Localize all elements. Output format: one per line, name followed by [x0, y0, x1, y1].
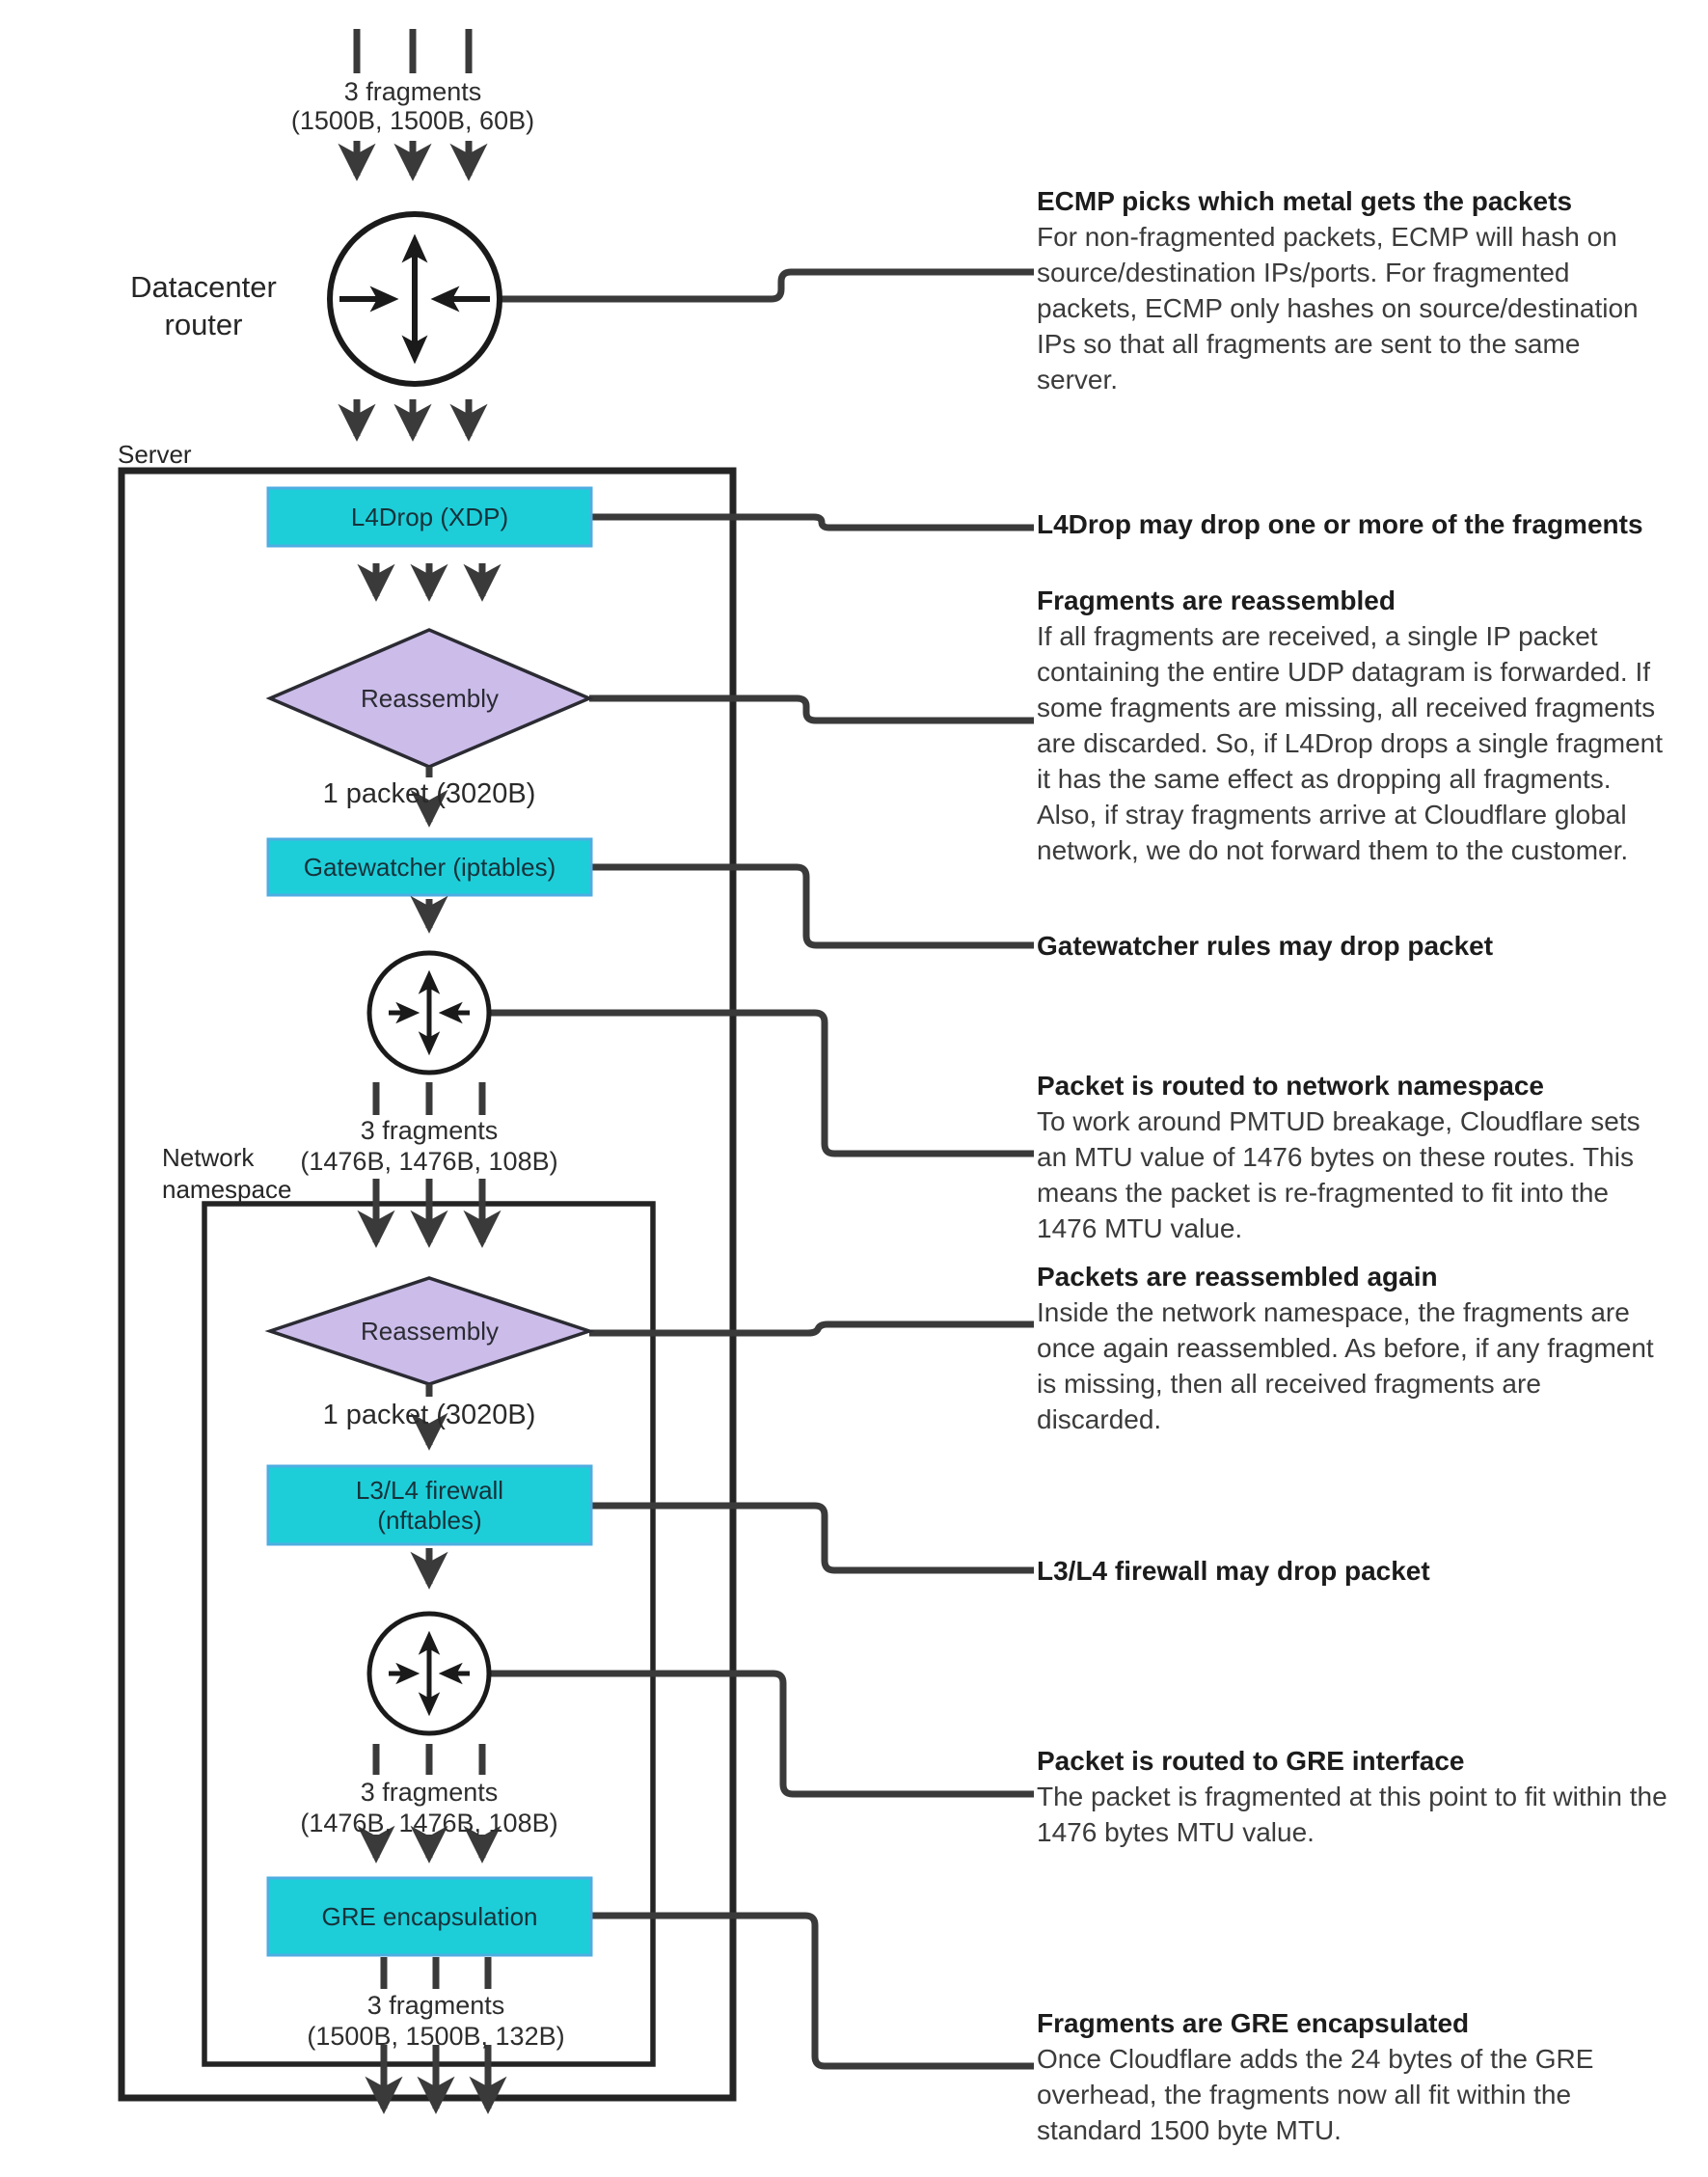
packet-1-label: 1 packet (3020B) [322, 778, 536, 809]
annotation-title: ECMP picks which metal gets the packets [1037, 186, 1573, 216]
connector-reassembly-2 [589, 1324, 1034, 1333]
annotation-l3l4 [1037, 1553, 1668, 1589]
connector-l4drop [591, 517, 1034, 528]
l3l4-firewall-label-line1: L3/L4 firewall [355, 1475, 504, 1505]
server-router-icon [369, 953, 489, 1073]
annotation-title: L4Drop may drop one or more of the fragments [1037, 509, 1643, 539]
server-fragments-label: 3 fragments [360, 1116, 499, 1145]
connector-ecmp [500, 272, 1034, 299]
l3l4-firewall-label-line2: (nftables) [377, 1505, 482, 1535]
reassembly-2-label: Reassembly [360, 1316, 500, 1346]
annotation-reassembled [1037, 583, 1668, 868]
connector-gre [591, 1916, 1034, 2066]
annotation-reassembled-again [1037, 1259, 1668, 1437]
top-fragments-label: 3 fragments [343, 77, 482, 106]
annotation-routed-netns [1037, 1068, 1668, 1246]
server-label: Server [118, 440, 192, 469]
annotation-title: Packet is routed to network namespace [1037, 1071, 1544, 1101]
connector-gatewatcher [591, 867, 1034, 945]
top-fragments-sizes: (1500B, 1500B, 60B) [290, 106, 535, 135]
annotation-title: L3/L4 firewall may drop packet [1037, 1556, 1430, 1586]
namespace-fragments-sizes: (1476B, 1476B, 108B) [300, 1809, 558, 1837]
annotation-gre-encapsulated [1037, 2005, 1668, 2148]
gre-fragments-sizes: (1500B, 1500B, 132B) [307, 2022, 565, 2051]
annotation-body: For non-fragmented packets, ECMP will hash on source/destination IPs/ports. For fragmented packets, ECMP only hashes on source/destination IPs so that all fragments are sent to the same server. [1037, 222, 1639, 395]
datacenter-router-label: Datacenter router [130, 270, 277, 341]
namespace-fragments-label: 3 fragments [360, 1778, 499, 1807]
annotation-title: Packet is routed to GRE interface [1037, 1746, 1465, 1776]
datacenter-router-icon [330, 214, 500, 384]
annotation-title: Packets are reassembled again [1037, 1262, 1438, 1292]
connector-reassembly-1 [589, 698, 1034, 721]
annotation-body: To work around PMTUD breakage, Cloudflare sets an MTU value of 1476 bytes on these routes. This means the packet is re-fragmented to fit into the 1476 MTU value. [1037, 1106, 1640, 1243]
annotation-title: Fragments are GRE encapsulated [1037, 2008, 1470, 2038]
l3l4-firewall-label [268, 1466, 591, 1544]
annotation-body: Once Cloudflare adds the 24 bytes of the GRE overhead, the fragments now all fit within the standard 1500 byte MTU. [1037, 2044, 1594, 2145]
packet-2-label: 1 packet (3020B) [322, 1400, 536, 1430]
network-namespace-label: Network namespace [162, 1143, 292, 1204]
namespace-router-icon [369, 1614, 489, 1733]
annotation-title: Fragments are reassembled [1037, 585, 1396, 615]
annotation-body: The packet is fragmented at this point to fit within the 1476 bytes MTU value. [1037, 1782, 1667, 1847]
gre-encapsulation-label: GRE encapsulation [321, 1901, 538, 1931]
annotation-ecmp [1037, 183, 1668, 397]
connector-l3l4 [591, 1506, 1034, 1570]
reassembly-1-label: Reassembly [360, 683, 500, 713]
annotation-l4drop [1037, 506, 1668, 542]
l4drop-label: L4Drop (XDP) [350, 502, 509, 531]
annotation-gatewatcher [1037, 928, 1668, 964]
annotation-routed-gre [1037, 1743, 1668, 1850]
annotation-body: Inside the network namespace, the fragments are once again reassembled. As before, if any fragment is missing, then all received fragments are discarded. [1037, 1297, 1654, 1434]
server-fragments-sizes: (1476B, 1476B, 108B) [300, 1147, 558, 1176]
annotation-body: If all fragments are received, a single IP packet containing the entire UDP datagram is forwarded. If some fragments are missing, all received fragments are discarded. So, if L4Drop drops a single fragment it has the same effect as dropping all fragments. Also, if stray fragments arrive at Cloudflare global network, we do not forward them to the customer. [1037, 621, 1664, 865]
gatewatcher-label: Gatewatcher (iptables) [303, 852, 556, 882]
gre-fragments-label: 3 fragments [366, 1991, 505, 2020]
annotation-title: Gatewatcher rules may drop packet [1037, 931, 1494, 961]
